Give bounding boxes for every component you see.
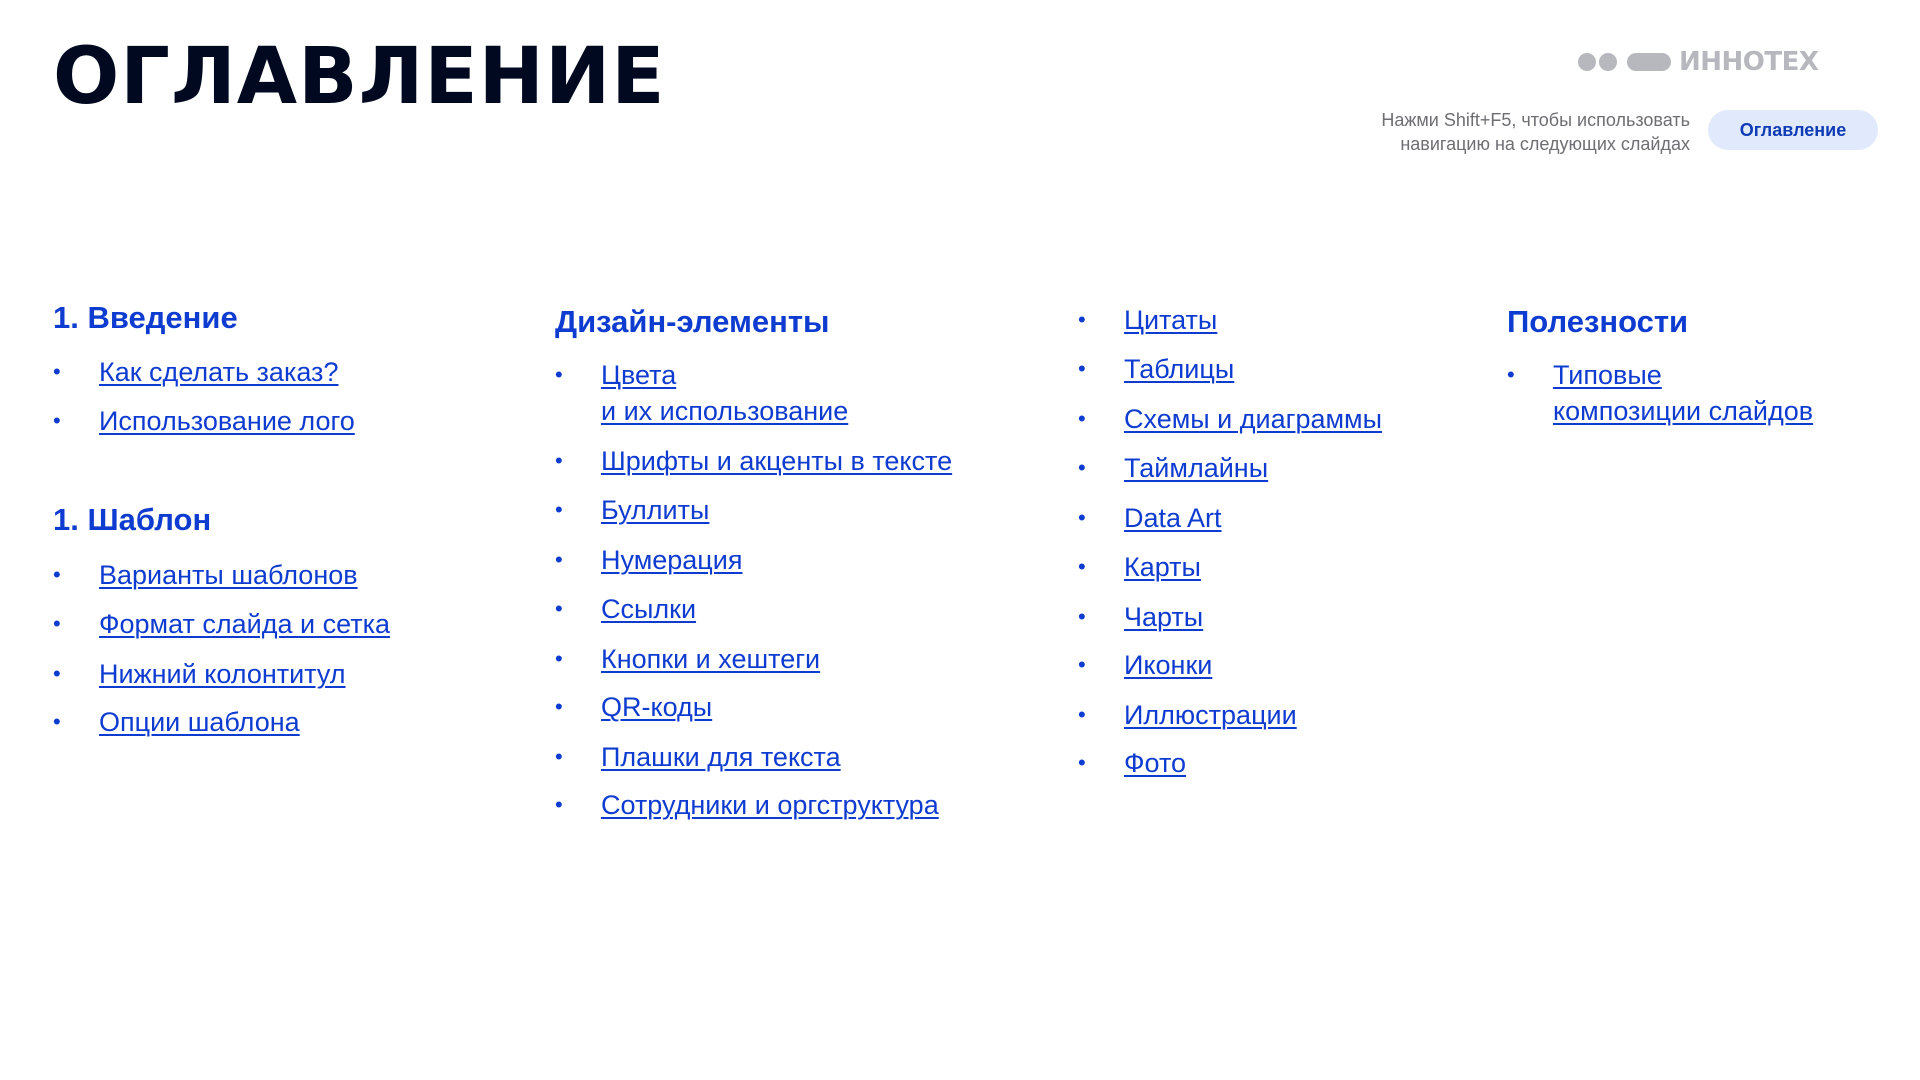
bullet: • <box>53 408 61 433</box>
toc-item <box>1078 302 1218 338</box>
bullet: • <box>1078 356 1086 381</box>
toc-link[interactable]: Схемы и диаграммы <box>1124 404 1383 434</box>
bullet: • <box>555 362 563 387</box>
bullet: • <box>555 448 563 473</box>
toc-link[interactable]: композиции слайдов <box>1553 396 1814 426</box>
bullet: • <box>1507 362 1515 387</box>
toc-link[interactable]: Формат слайда и сетка <box>99 609 391 639</box>
bullet: • <box>1078 455 1086 480</box>
bullet: • <box>555 646 563 671</box>
bullet: • <box>53 562 61 587</box>
toc-item <box>1078 351 1235 387</box>
toc-item <box>53 557 358 593</box>
toc-item <box>1078 401 1383 437</box>
toc-link[interactable]: QR-коды <box>601 692 713 722</box>
section-heading-template: 1. Шаблон <box>53 502 212 537</box>
navigation-hint <box>1381 108 1690 156</box>
bullet: • <box>1078 652 1086 677</box>
bullet: • <box>53 359 61 384</box>
bullet: • <box>555 792 563 817</box>
toc-item <box>555 689 713 725</box>
bullet: • <box>1078 702 1086 727</box>
bullet: • <box>555 744 563 769</box>
toc-item <box>1078 697 1297 733</box>
toc-item <box>1078 450 1269 486</box>
toc-link[interactable]: Варианты шаблонов <box>99 560 358 590</box>
logo-pill-icon <box>1627 53 1671 71</box>
bullet: • <box>555 596 563 621</box>
page-title: ОГЛАВЛЕНИЕ <box>53 32 666 122</box>
bullet: • <box>555 694 563 719</box>
toc-item <box>1078 599 1204 635</box>
toc-item <box>53 704 300 740</box>
toc-item <box>1078 500 1222 536</box>
toc-link[interactable]: Цитаты <box>1124 305 1218 335</box>
bullet: • <box>1078 604 1086 629</box>
hint-line: навигацию на следующих слайдах <box>1400 134 1690 154</box>
toc-link[interactable]: Сотрудники и оргструктура <box>601 790 939 820</box>
section-heading-useful: Полезности <box>1507 304 1689 339</box>
toc-nav-button[interactable]: Оглавление <box>1708 110 1878 150</box>
toc-link[interactable]: Иллюстрации <box>1124 700 1297 730</box>
section-heading-intro: 1. Введение <box>53 300 238 335</box>
toc-item <box>1507 357 1814 429</box>
bullet: • <box>53 611 61 636</box>
logo-dot-icon <box>1599 53 1617 71</box>
toc-item <box>1078 745 1187 781</box>
toc-item <box>555 492 710 528</box>
toc-link[interactable]: Нижний колонтитул <box>99 659 346 689</box>
bullet: • <box>555 547 563 572</box>
bullet: • <box>1078 505 1086 530</box>
bullet: • <box>1078 554 1086 579</box>
bullet: • <box>555 497 563 522</box>
toc-link[interactable]: Data Art <box>1124 503 1222 533</box>
toc-link[interactable]: Буллиты <box>601 495 710 525</box>
toc-link[interactable]: Ссылки <box>601 594 697 624</box>
toc-link[interactable]: Фото <box>1124 748 1187 778</box>
toc-item <box>555 357 849 429</box>
logo-wordmark: ИННОТЕХ <box>1679 47 1819 77</box>
toc-link[interactable]: Иконки <box>1124 650 1213 680</box>
hint-line: Нажми Shift+F5, чтобы использовать <box>1381 110 1690 130</box>
toc-item <box>53 606 391 642</box>
toc-item <box>53 656 346 692</box>
toc-link[interactable]: Кнопки и хештеги <box>601 644 821 674</box>
toc-link[interactable]: Шрифты и акценты в тексте <box>601 446 953 476</box>
bullet: • <box>53 661 61 686</box>
toc-item <box>1078 647 1213 683</box>
toc-item <box>555 641 821 677</box>
toc-item <box>555 443 953 479</box>
toc-link[interactable]: Цвета <box>601 360 677 390</box>
bullet: • <box>53 709 61 734</box>
innotech-logo <box>1578 47 1819 77</box>
toc-item <box>53 403 355 439</box>
bullet: • <box>1078 406 1086 431</box>
toc-link[interactable]: Таймлайны <box>1124 453 1269 483</box>
toc-item <box>555 739 841 775</box>
toc-item <box>555 591 697 627</box>
toc-item <box>555 787 939 823</box>
toc-link[interactable]: Карты <box>1124 552 1201 582</box>
bullet: • <box>1078 307 1086 332</box>
toc-link[interactable]: Нумерация <box>601 545 743 575</box>
toc-link[interactable]: Типовые <box>1553 360 1662 390</box>
toc-link[interactable]: Как сделать заказ? <box>99 357 339 387</box>
toc-link[interactable]: Плашки для текста <box>601 742 841 772</box>
toc-link[interactable]: Таблицы <box>1124 354 1235 384</box>
toc-item <box>555 542 743 578</box>
toc-link[interactable]: Чарты <box>1124 602 1204 632</box>
toc-link[interactable]: и их использование <box>601 396 849 426</box>
section-heading-design: Дизайн-элементы <box>555 304 830 339</box>
toc-link[interactable]: Использование лого <box>99 406 355 436</box>
bullet: • <box>1078 750 1086 775</box>
toc-item <box>1078 549 1201 585</box>
toc-link[interactable]: Опции шаблона <box>99 707 300 737</box>
logo-dot-icon <box>1578 53 1596 71</box>
toc-item <box>53 354 339 390</box>
